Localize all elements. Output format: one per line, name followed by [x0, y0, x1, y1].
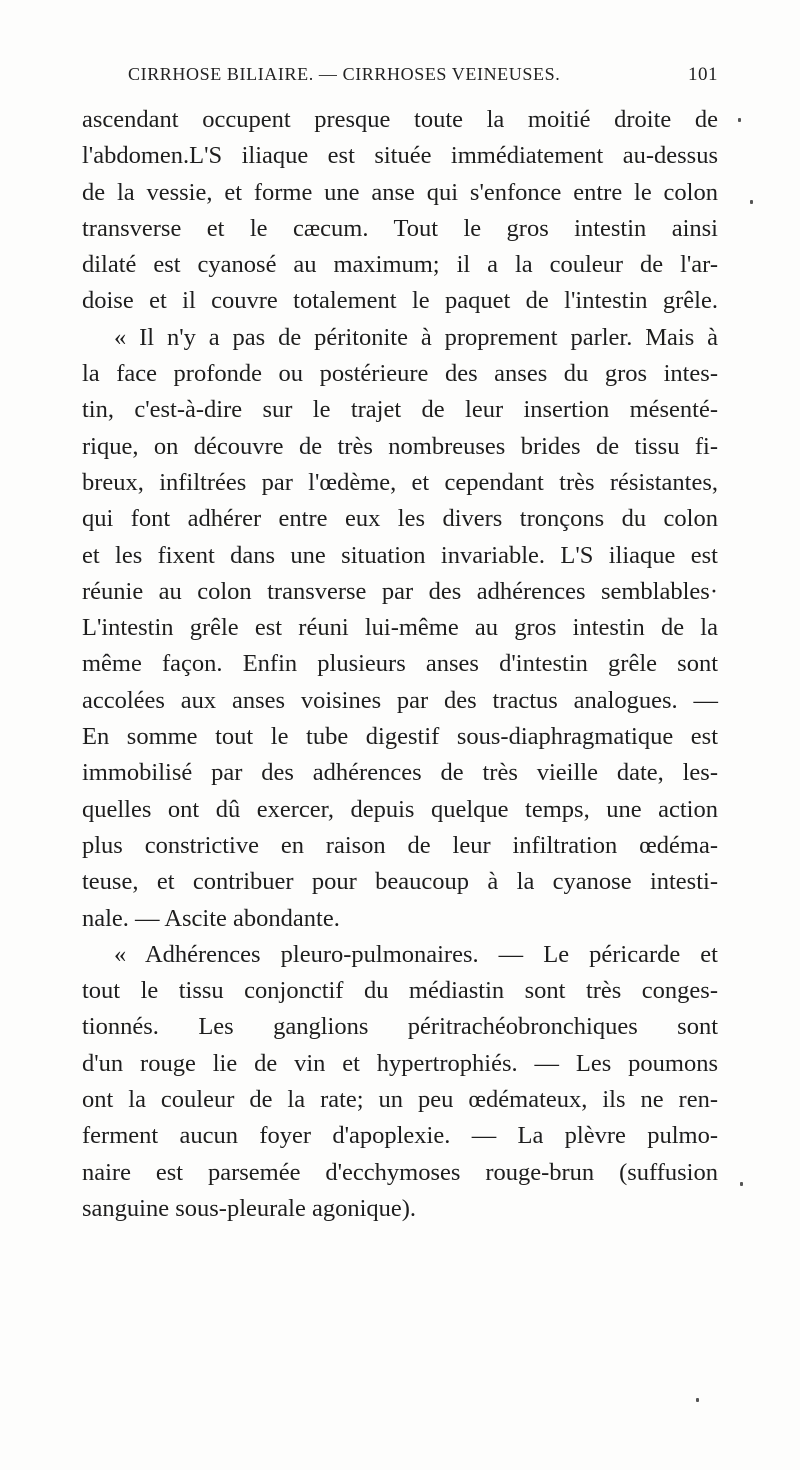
text-line-7: « Il n'y a pas de péritonite à proprement parler. Mais à	[114, 323, 718, 351]
page-number: 101	[688, 64, 718, 85]
text-line-9: tin, c'est-à-dire sur le trajet de leur insertion mésenté-	[82, 396, 718, 424]
text-line-28: ont la couleur de la rate; un peu œdémateux, ils ne ren-	[82, 1086, 718, 1114]
text-line-21: plus constrictive en raison de leur infiltration œdéma-	[82, 831, 718, 859]
margin-speck	[738, 118, 741, 122]
margin-speck	[740, 1182, 743, 1186]
text-line-24: « Adhérences pleuro-pulmonaires. — Le péricarde et	[114, 940, 718, 968]
text-line-15: L'intestin grêle est réuni lui-même au gros intestin de la	[82, 614, 718, 642]
text-line-5: dilaté est cyanosé au maximum; il a la couleur de l'ar-	[82, 251, 718, 279]
text-line-6: doise et il couvre totalement le paquet de l'intestin grêle.	[82, 287, 718, 315]
text-line-26: tionnés. Les ganglions péritrachéobronchiques sont	[82, 1013, 718, 1041]
text-line-3: de la vessie, et forme une anse qui s'enfonce entre le colon	[82, 178, 718, 206]
running-head-title: CIRRHOSE BILIAIRE. — CIRRHOSES VEINEUSES.	[128, 64, 561, 84]
text-line-23: nale. — Ascite abondante.	[82, 904, 340, 932]
text-line-16: même façon. Enfin plusieurs anses d'intestin grêle sont	[82, 650, 718, 678]
text-line-8: la face profonde ou postérieure des anses du gros intes-	[82, 360, 718, 388]
body-text	[82, 102, 718, 1227]
margin-speck	[696, 1398, 699, 1402]
text-line-29: ferment aucun foyer d'apoplexie. — La plèvre pulmo-	[82, 1122, 718, 1150]
text-line-1: ascendant occupent presque toute la moitié droite de	[82, 106, 718, 133]
text-line-14: réunie au colon transverse par des adhérences semblables·	[82, 577, 718, 605]
text-line-30: naire est parsemée d'ecchymoses rouge-brun (suffusion	[82, 1158, 718, 1186]
text-line-31: sanguine sous-pleurale agonique).	[82, 1194, 417, 1222]
margin-speck	[750, 200, 753, 204]
text-line-25: tout le tissu conjonctif du médiastin sont très conges-	[82, 977, 718, 1005]
text-line-4: transverse et le cæcum. Tout le gros intestin ainsi	[82, 214, 718, 242]
text-line-18: En somme tout le tube digestif sous-diaphragmatique est	[82, 723, 718, 751]
text-line-27: d'un rouge lie de vin et hypertrophiés. — Les poumons	[82, 1049, 718, 1077]
text-line-19: immobilisé par des adhérences de très vieille date, les-	[82, 759, 718, 787]
text-line-2: l'abdomen.L'S iliaque est située immédiatement au-dessus	[82, 142, 718, 170]
text-line-10: rique, on découvre de très nombreuses brides de tissu fi-	[82, 432, 718, 460]
text-line-12: qui font adhérer entre eux les divers tronçons du colon	[82, 505, 718, 533]
text-line-20: quelles ont dû exercer, depuis quelque temps, une action	[82, 795, 718, 823]
text-line-22: teuse, et contribuer pour beaucoup à la cyanose intesti-	[82, 868, 718, 896]
text-line-11: breux, infiltrées par l'œdème, et cependant très résistantes,	[82, 468, 718, 496]
text-line-13: et les fixent dans une situation invariable. L'S iliaque est	[82, 541, 718, 569]
text-line-17: accolées aux anses voisines par des tractus analogues. —	[82, 686, 718, 714]
running-head	[128, 64, 718, 94]
